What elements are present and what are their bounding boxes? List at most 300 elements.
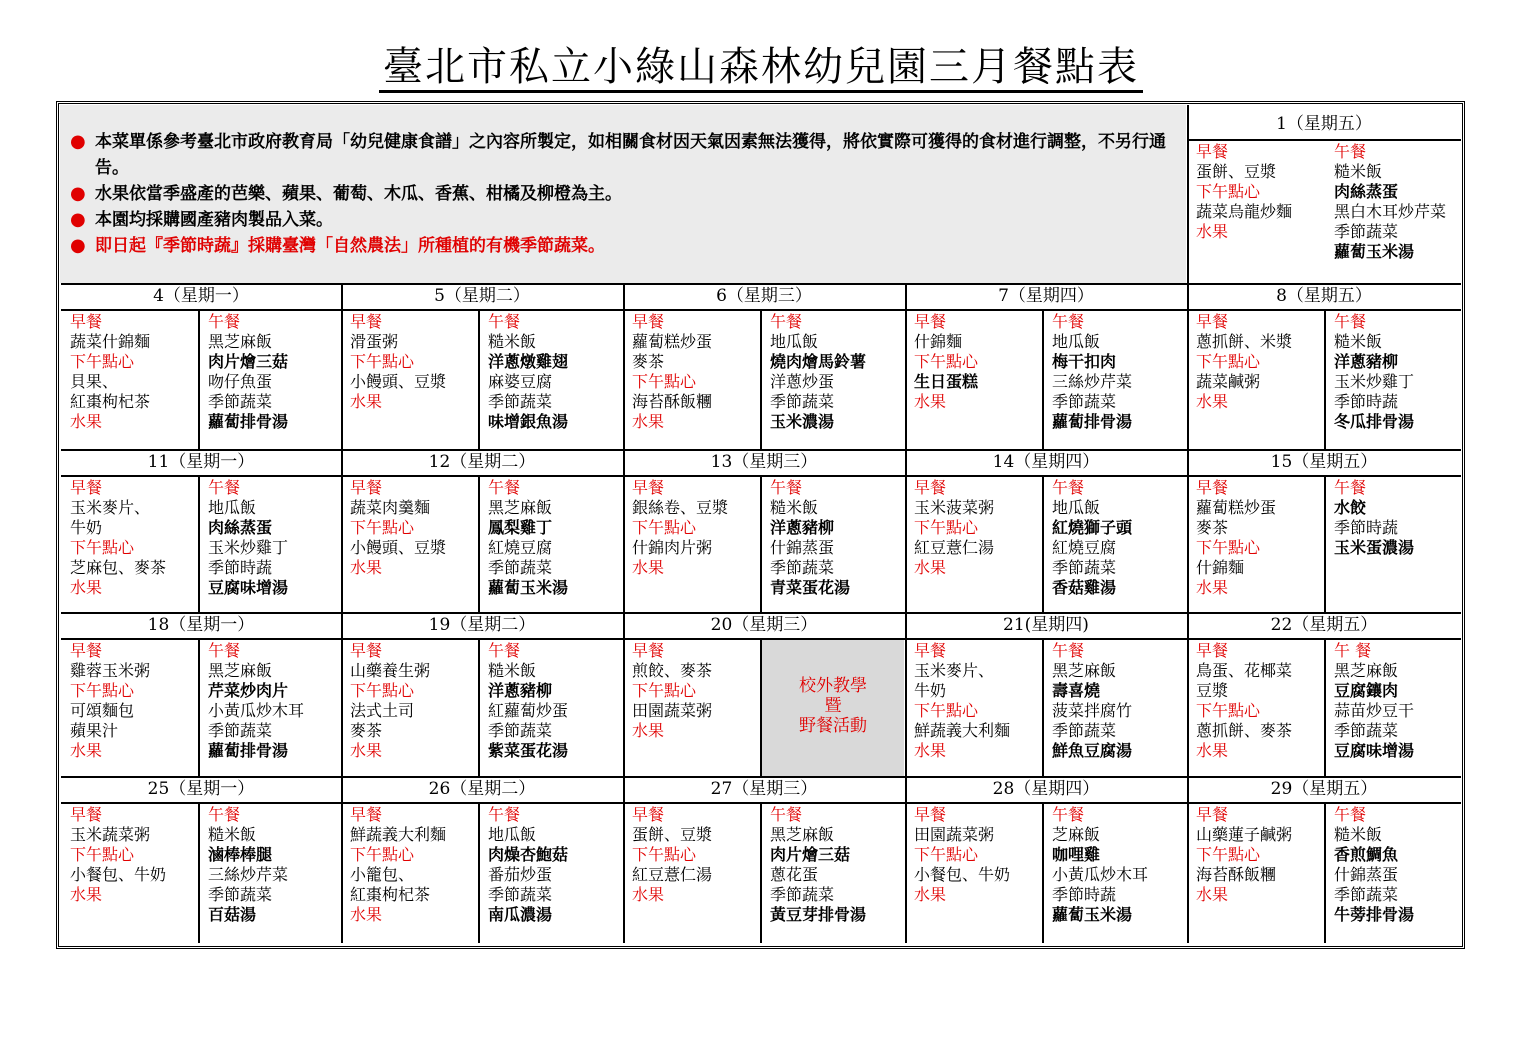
dish-item: 玉米炒雞丁 (1334, 372, 1415, 391)
dish-item: 三絲炒芹菜 (1052, 372, 1133, 391)
meal-label: 水果 (632, 412, 665, 431)
day-header: 28（星期四） (992, 779, 1100, 799)
main-dish: 豆腐鑲肉 (1334, 681, 1399, 700)
dish-item: 地瓜飯 (1052, 498, 1101, 517)
lunch-column (770, 478, 898, 598)
meal-label: 下午點心 (70, 845, 135, 864)
main-dish: 滷棒棒腿 (208, 845, 273, 864)
dish-item: 小籠包、 (350, 865, 415, 884)
dish-item: 滑蛋粥 (350, 332, 399, 351)
breakfast-snack-column (1196, 641, 1324, 761)
meal-label: 下午點心 (632, 681, 697, 700)
day-header: 29（星期五） (1270, 779, 1378, 799)
meal-divider (1324, 802, 1326, 943)
meal-label: 早餐 (632, 478, 665, 497)
meal-label: 下午點心 (70, 538, 135, 557)
day-header: 20（星期三） (710, 615, 818, 635)
meal-label: 水果 (632, 721, 665, 740)
dish-item: 麥茶 (632, 352, 665, 371)
main-dish: 洋蔥豬柳 (1334, 352, 1399, 371)
meal-label: 水果 (632, 885, 665, 904)
meal-label: 下午點心 (914, 845, 979, 864)
meal-label: 午餐 (1052, 478, 1085, 497)
dish-item: 芝麻包、麥茶 (70, 558, 167, 577)
dish-item: 蔥抓餅、米漿 (1196, 332, 1293, 351)
breakfast-snack-column (914, 805, 1042, 905)
dish-item: 糙米飯 (488, 661, 537, 680)
lunch-column (1052, 641, 1180, 761)
dish-item: 鮮蔬義大利麵 (350, 825, 447, 844)
meal-label: 下午點心 (914, 518, 979, 537)
meal-label: 水果 (70, 412, 103, 431)
lunch-column (488, 478, 616, 598)
breakfast-snack-column (632, 478, 760, 578)
dish-item: 地瓜飯 (208, 498, 257, 517)
day-header: 8（星期五） (1276, 286, 1372, 306)
dish-item: 季節時蔬 (1052, 885, 1117, 904)
dish-item: 小餐包、牛奶 (70, 865, 167, 884)
meal-divider (1324, 638, 1326, 776)
dish-item: 季節蔬菜 (770, 392, 835, 411)
meal-label: 下午點心 (632, 845, 697, 864)
dish-item: 季節蔬菜 (208, 885, 273, 904)
event-text: 野餐活動 (799, 716, 867, 736)
meal-label: 午餐 (1334, 142, 1367, 161)
meal-label: 早餐 (632, 805, 665, 824)
dish-item: 黑芝麻飯 (488, 498, 553, 517)
meal-label: 早餐 (914, 478, 947, 497)
meal-label: 水果 (914, 558, 947, 577)
dish-item: 蒜苗炒豆干 (1334, 701, 1415, 720)
meal-label: 午餐 (1334, 805, 1367, 824)
meal-divider (1324, 309, 1326, 449)
meal-label: 早餐 (350, 312, 383, 331)
dish-item: 雞蓉玉米粥 (70, 661, 151, 680)
dish-item: 紅豆薏仁湯 (914, 538, 995, 557)
main-dish: 味增銀魚湯 (488, 412, 569, 431)
breakfast-snack-column (350, 312, 478, 412)
meal-label: 水果 (1196, 741, 1229, 760)
dish-item: 小黃瓜炒木耳 (208, 701, 305, 720)
dish-item: 山藥養生粥 (350, 661, 431, 680)
lunch-column (1052, 805, 1180, 925)
dish-item: 地瓜飯 (1052, 332, 1101, 351)
main-dish: 香菇雞湯 (1052, 578, 1117, 597)
meal-label: 下午點心 (1196, 701, 1261, 720)
meal-label: 午餐 (488, 805, 521, 824)
dish-item: 蔬菜烏龍炒麵 (1196, 202, 1293, 221)
meal-divider (198, 638, 200, 776)
dish-item: 山藥蓮子鹹粥 (1196, 825, 1293, 844)
meal-label: 午餐 (770, 805, 803, 824)
meal-label: 水果 (632, 558, 665, 577)
meal-label: 水果 (1196, 392, 1229, 411)
dish-item: 貝果、 (70, 372, 119, 391)
lunch-column (1052, 478, 1180, 598)
meal-label: 下午點心 (914, 352, 979, 371)
day-header: 22（星期五） (1270, 615, 1378, 635)
lunch-column (488, 312, 616, 432)
column-divider (905, 776, 907, 943)
breakfast-snack-column (350, 478, 478, 578)
dish-item: 地瓜飯 (488, 825, 537, 844)
note-text: 本園均採購國產豬肉製品入菜。 (95, 210, 333, 230)
dish-item: 洋蔥炒蛋 (770, 372, 835, 391)
dish-item: 煎餃、麥茶 (632, 661, 713, 680)
meal-label: 早餐 (70, 805, 103, 824)
day-header: 7（星期四） (998, 286, 1094, 306)
breakfast-snack-column (350, 641, 478, 761)
meal-label: 下午點心 (914, 701, 979, 720)
dish-item: 玉米蔬菜粥 (70, 825, 151, 844)
lunch-column (1334, 142, 1462, 262)
main-dish: 紫菜蛋花湯 (488, 741, 569, 760)
dish-item: 蔬菜鹹粥 (1196, 372, 1261, 391)
day-header: 18（星期一） (147, 615, 255, 635)
meal-label: 水果 (70, 741, 103, 760)
dish-item: 季節蔬菜 (488, 558, 553, 577)
breakfast-snack-column (914, 478, 1042, 578)
column-divider (1187, 776, 1189, 943)
meal-divider (1042, 638, 1044, 776)
lunch-column (1052, 312, 1180, 432)
meal-label: 早餐 (350, 641, 383, 660)
dish-item: 黑芝麻飯 (208, 332, 273, 351)
day-header: 11（星期一） (147, 452, 255, 472)
note-text: 本菜單係參考臺北市政府教育局「幼兒健康食譜」之內容所製定，如相關食材因天氣因素無法獲得，將依實際可獲得的食材進行調整，不另行通告。 (95, 132, 1166, 178)
breakfast-snack-column (350, 805, 478, 925)
dish-item: 蔬菜肉羹麵 (350, 498, 431, 517)
dish-item: 法式土司 (350, 701, 415, 720)
meal-label: 下午點心 (632, 372, 697, 391)
meal-label: 午餐 (208, 641, 241, 660)
day-header: 12（星期二） (428, 452, 536, 472)
lunch-column (488, 805, 616, 925)
day-header: 26（星期二） (428, 779, 536, 799)
dish-item: 蛋餅、豆漿 (632, 825, 713, 844)
dish-item: 黑芝麻飯 (770, 825, 835, 844)
breakfast-snack-column (914, 312, 1042, 412)
main-dish: 肉絲蒸蛋 (1334, 182, 1399, 201)
main-dish: 香煎鯛魚 (1334, 845, 1399, 864)
meal-label: 早餐 (350, 478, 383, 497)
main-dish: 豆腐味增湯 (1334, 741, 1415, 760)
main-dish: 南瓜濃湯 (488, 905, 553, 924)
day-header: 13（星期三） (710, 452, 818, 472)
breakfast-snack-column (914, 641, 1042, 761)
day-header: 19（星期二） (428, 615, 536, 635)
meal-label: 下午點心 (1196, 538, 1261, 557)
breakfast-snack-column (1196, 478, 1324, 598)
main-dish: 肉絲蒸蛋 (208, 518, 273, 537)
meal-label: 午餐 (1052, 641, 1085, 660)
day-header: 27（星期三） (710, 779, 818, 799)
lunch-column (770, 805, 898, 925)
main-dish: 洋蔥燉雞翅 (488, 352, 569, 371)
meal-label: 下午點心 (70, 681, 135, 700)
dish-item: 什錦肉片粥 (632, 538, 713, 557)
meal-label: 水果 (914, 741, 947, 760)
dish-item: 三絲炒芹菜 (208, 865, 289, 884)
main-dish: 牛蒡排骨湯 (1334, 905, 1415, 924)
note-text: 即日起『季節時蔬』採購臺灣「自然農法」所種植的有機季節蔬菜。 (95, 236, 605, 256)
breakfast-snack-column (70, 478, 198, 598)
dish-item: 季節蔬菜 (1334, 222, 1399, 241)
meal-divider (760, 475, 762, 612)
lunch-column (208, 805, 336, 925)
page-title (0, 42, 1522, 92)
meal-label: 午 餐 (1334, 641, 1372, 660)
meal-label: 午餐 (1334, 312, 1367, 331)
dish-item: 季節蔬菜 (1052, 392, 1117, 411)
lunch-column (1334, 641, 1462, 761)
lunch-column (770, 312, 898, 432)
dish-item: 糙米飯 (1334, 162, 1383, 181)
meal-divider (478, 475, 480, 612)
dish-item: 季節蔬菜 (1052, 721, 1117, 740)
meal-label: 早餐 (70, 312, 103, 331)
meal-label: 下午點心 (350, 681, 415, 700)
meal-divider (1042, 802, 1044, 943)
dish-item: 季節蔬菜 (770, 558, 835, 577)
dish-item: 豆漿 (1196, 681, 1229, 700)
dish-item: 紅豆薏仁湯 (632, 865, 713, 884)
breakfast-snack-column (632, 641, 760, 741)
meal-label: 午餐 (770, 312, 803, 331)
day-header: 21(星期四) (1003, 615, 1089, 635)
main-dish: 蘿蔔玉米湯 (1052, 905, 1133, 924)
dish-item: 紅燒豆腐 (1052, 538, 1117, 557)
day-header: 14（星期四） (992, 452, 1100, 472)
meal-label: 午餐 (488, 641, 521, 660)
dish-item: 糙米飯 (208, 825, 257, 844)
meal-label: 水果 (1196, 222, 1229, 241)
day-header: 5（星期二） (434, 286, 530, 306)
meal-label: 下午點心 (1196, 182, 1261, 201)
dish-item: 什錦麵 (914, 332, 963, 351)
dish-item: 可頌麵包 (70, 701, 135, 720)
dish-item: 玉米菠菜粥 (914, 498, 995, 517)
breakfast-snack-column (1196, 142, 1324, 242)
meal-divider (760, 802, 762, 943)
lunch-column (1334, 805, 1462, 925)
meal-label: 水果 (350, 741, 383, 760)
dish-item: 牛奶 (914, 681, 947, 700)
main-dish: 黃豆芽排骨湯 (770, 905, 867, 924)
meal-label: 早餐 (914, 805, 947, 824)
dish-item: 季節蔬菜 (1334, 885, 1399, 904)
dish-item: 小饅頭、豆漿 (350, 538, 447, 557)
dish-item: 鳥蛋、花椰菜 (1196, 661, 1293, 680)
dish-item: 紅棗枸杞茶 (70, 392, 151, 411)
dish-item: 紅燒豆腐 (488, 538, 553, 557)
dish-item: 季節時蔬 (208, 558, 273, 577)
meal-label: 水果 (350, 558, 383, 577)
meal-label: 早餐 (632, 312, 665, 331)
meal-divider (478, 802, 480, 943)
main-dish: 洋蔥豬柳 (770, 518, 835, 537)
meal-label: 水果 (70, 885, 103, 904)
lunch-column (1334, 478, 1462, 558)
meal-label: 水果 (1196, 578, 1229, 597)
dish-item: 小黃瓜炒木耳 (1052, 865, 1149, 884)
dish-item: 蘿蔔糕炒蛋 (1196, 498, 1277, 517)
breakfast-snack-column (70, 641, 198, 761)
meal-divider (1324, 475, 1326, 612)
main-dish: 冬瓜排骨湯 (1334, 412, 1415, 431)
meal-label: 午餐 (208, 805, 241, 824)
meal-label: 早餐 (1196, 478, 1229, 497)
dish-item: 季節蔬菜 (1334, 721, 1399, 740)
meal-label: 早餐 (70, 478, 103, 497)
dish-item: 牛奶 (70, 518, 103, 537)
main-dish: 蘿蔔排骨湯 (208, 741, 289, 760)
dish-item: 季節蔬菜 (208, 392, 273, 411)
main-dish: 梅干扣肉 (1052, 352, 1117, 371)
meal-label: 早餐 (1196, 805, 1229, 824)
meal-label: 早餐 (1196, 312, 1229, 331)
meal-label: 水果 (914, 885, 947, 904)
column-divider (341, 776, 343, 943)
dish-item: 糙米飯 (770, 498, 819, 517)
meal-label: 午餐 (488, 312, 521, 331)
main-dish: 鮮魚豆腐湯 (1052, 741, 1133, 760)
dish-item: 糙米飯 (1334, 332, 1383, 351)
meal-divider (478, 638, 480, 776)
meal-label: 下午點心 (1196, 845, 1261, 864)
dish-item: 什錦蒸蛋 (1334, 865, 1399, 884)
dish-item: 麻婆豆腐 (488, 372, 553, 391)
main-dish: 肉燥杏鮑菇 (488, 845, 569, 864)
dish-item: 季節時蔬 (1334, 518, 1399, 537)
dish-item: 小餐包、牛奶 (914, 865, 1011, 884)
meal-label: 午餐 (208, 478, 241, 497)
bullet-icon: ● (70, 131, 86, 152)
meal-label: 早餐 (1196, 142, 1229, 161)
main-dish: 壽喜燒 (1052, 681, 1101, 700)
dish-item: 地瓜飯 (770, 332, 819, 351)
main-dish: 蘿蔔玉米湯 (1334, 242, 1415, 261)
dish-item: 季節蔬菜 (488, 885, 553, 904)
meal-label: 早餐 (1196, 641, 1229, 660)
meal-label: 早餐 (914, 641, 947, 660)
breakfast-snack-column (632, 312, 760, 432)
main-dish: 生日蛋糕 (914, 372, 979, 391)
main-dish: 豆腐味增湯 (208, 578, 289, 597)
main-dish: 蘿蔔排骨湯 (1052, 412, 1133, 431)
dish-item: 銀絲卷、豆漿 (632, 498, 729, 517)
meal-label: 早餐 (350, 805, 383, 824)
note-item (70, 129, 1176, 181)
note-item (70, 181, 1176, 207)
meal-label: 午餐 (1334, 478, 1367, 497)
meal-label: 水果 (350, 905, 383, 924)
dish-item: 什錦蒸蛋 (770, 538, 835, 557)
dish-item: 季節蔬菜 (1052, 558, 1117, 577)
main-dish: 咖哩雞 (1052, 845, 1101, 864)
day-header: 6（星期三） (716, 286, 812, 306)
main-dish: 燒肉燴馬鈴薯 (770, 352, 867, 371)
dish-item: 季節蔬菜 (208, 721, 273, 740)
main-dish: 玉米濃湯 (770, 412, 835, 431)
main-dish: 肉片燴三菇 (770, 845, 851, 864)
dish-item: 季節蔬菜 (488, 392, 553, 411)
dish-item: 小饅頭、豆漿 (350, 372, 447, 391)
dish-item: 紅蘿蔔炒蛋 (488, 701, 569, 720)
dish-item: 吻仔魚蛋 (208, 372, 273, 391)
breakfast-snack-column (1196, 805, 1324, 905)
dish-item: 玉米麥片、 (914, 661, 995, 680)
day-header: 15（星期五） (1270, 452, 1378, 472)
meal-label: 水果 (914, 392, 947, 411)
dish-item: 糙米飯 (488, 332, 537, 351)
meal-label: 水果 (350, 392, 383, 411)
dish-item: 蔬菜什錦麵 (70, 332, 151, 351)
note-text: 水果依當季盛產的芭樂、蘋果、葡萄、木瓜、香蕉、柑橘及柳橙為主。 (95, 184, 622, 204)
dish-item: 蘋果汁 (70, 721, 119, 740)
dish-item: 糙米飯 (1334, 825, 1383, 844)
main-dish: 鳳梨雞丁 (488, 518, 553, 537)
event-text: 校外教學 (799, 676, 867, 696)
meal-label: 下午點心 (1196, 352, 1261, 371)
dish-item: 麥茶 (350, 721, 383, 740)
dish-item: 蔥抓餅、麥茶 (1196, 721, 1293, 740)
meal-label: 下午點心 (70, 352, 135, 371)
main-dish: 百菇湯 (208, 905, 257, 924)
meal-label: 下午點心 (632, 518, 697, 537)
breakfast-snack-column (70, 805, 198, 905)
meal-label: 早餐 (632, 641, 665, 660)
meal-divider (1042, 475, 1044, 612)
main-dish: 蘿蔔排骨湯 (208, 412, 289, 431)
meal-divider (198, 309, 200, 449)
note-item (70, 207, 1176, 233)
dish-item: 田園蔬菜粥 (632, 701, 713, 720)
meal-divider (198, 475, 200, 612)
bullet-icon: ● (70, 209, 86, 230)
meal-label: 下午點心 (350, 518, 415, 537)
meal-label: 水果 (70, 578, 103, 597)
main-dish: 紅燒獅子頭 (1052, 518, 1133, 537)
day-header: 25（星期一） (147, 779, 255, 799)
meal-divider (478, 309, 480, 449)
meal-label: 早餐 (914, 312, 947, 331)
dish-item: 季節蔬菜 (488, 721, 553, 740)
dish-item: 季節時蔬 (1334, 392, 1399, 411)
main-dish: 玉米蛋濃湯 (1334, 538, 1415, 557)
main-dish: 水餃 (1334, 498, 1367, 517)
breakfast-snack-column (632, 805, 760, 905)
dish-item: 麥茶 (1196, 518, 1229, 537)
lunch-column (1334, 312, 1462, 432)
event-text: 暨 (824, 696, 842, 716)
page-title-text: 臺北市私立小綠山森林幼兒園三月餐點表 (379, 44, 1143, 93)
notes-box (60, 105, 1186, 283)
note-item (70, 233, 1176, 259)
meal-label: 午餐 (208, 312, 241, 331)
main-dish: 芹菜炒肉片 (208, 681, 289, 700)
dish-item: 蔥花蛋 (770, 865, 819, 884)
meal-label: 早餐 (70, 641, 103, 660)
meal-label: 午餐 (1052, 312, 1085, 331)
dish-item: 黑芝麻飯 (1052, 661, 1117, 680)
meal-label: 午餐 (488, 478, 521, 497)
meal-divider (760, 309, 762, 449)
main-dish: 青菜蛋花湯 (770, 578, 851, 597)
event-label (762, 676, 904, 736)
lunch-column (208, 478, 336, 598)
dish-item: 玉米炒雞丁 (208, 538, 289, 557)
